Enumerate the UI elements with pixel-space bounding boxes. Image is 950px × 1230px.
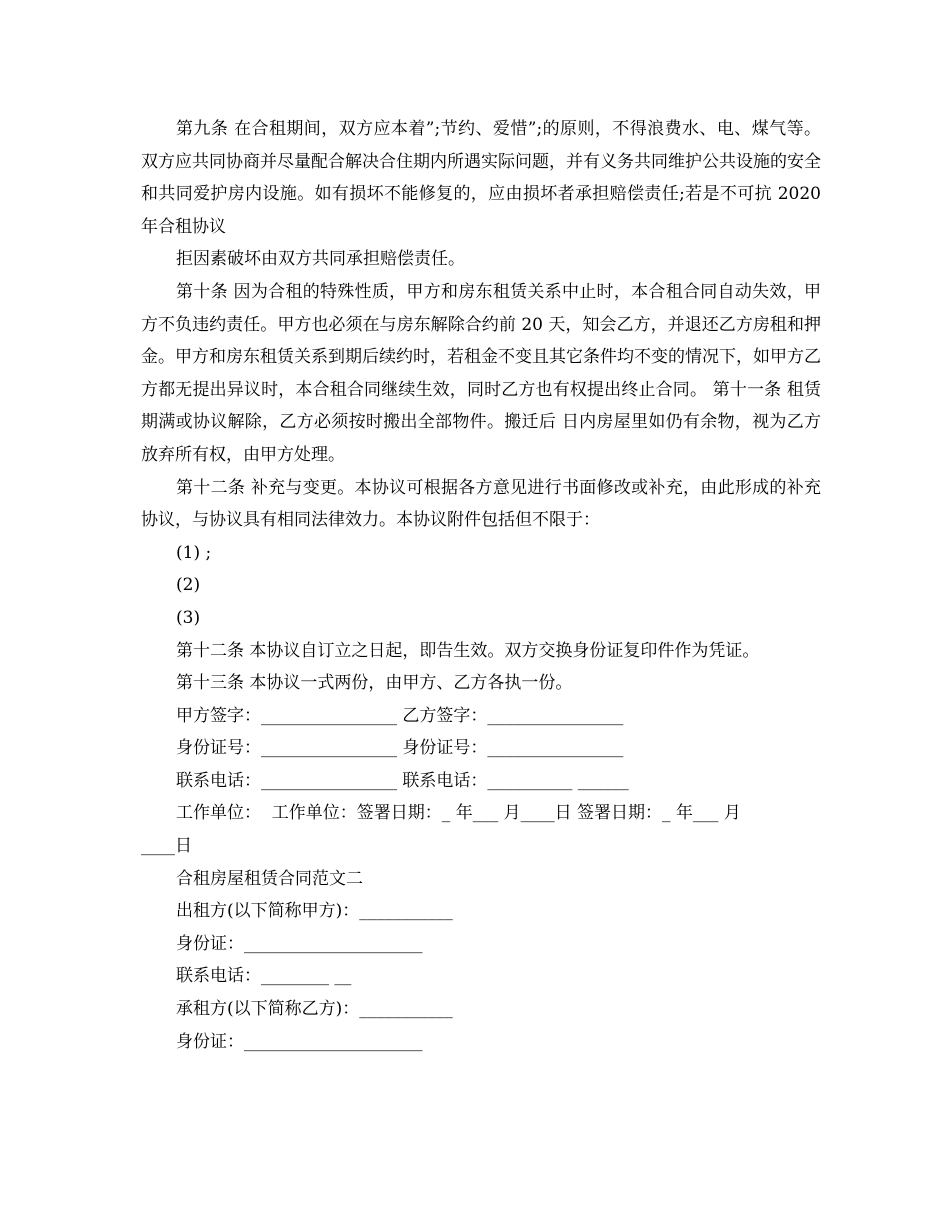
article-9-paragraph: 第九条 在合租期间，双方应本着”;节约、爱惜”;的原则，不得浪费水、电、煤气等。双方应共同协商并尽量配合解决合住期内所遇实际问题，并有义务共同维护公共设施的安全和共同爱护房内设施。如有损坏不能修复的，应由损坏者承担赔偿责任;若是不可抗 2020年合租协议	[141, 119, 821, 237]
document-body	[141, 113, 821, 1058]
signature-block	[141, 700, 821, 863]
second-contract-title: 合租房屋租赁合同范文二	[176, 868, 363, 889]
attachment-list	[141, 537, 821, 635]
lessee-field: 承租方(以下简称乙方)：___________	[176, 999, 453, 1020]
lessor-field: 出租方(以下简称甲方)：___________	[176, 901, 453, 922]
lessee-id-field: 身份证：_____________________	[176, 1031, 423, 1052]
second-contract-section	[141, 863, 821, 1059]
article-9-continuation: 拒因素破坏由双方共同承担赔偿责任。	[176, 249, 465, 270]
work-unit-date-line: 工作单位： 工作单位：签署日期：_ 年___ 月____日 签署日期：_ 年___ 月	[176, 803, 741, 824]
signature-line: 甲方签字：________________ 乙方签字：________________	[176, 705, 624, 726]
attachment-item-1: (1) ;	[176, 542, 212, 563]
attachment-item-3: (3)	[176, 607, 201, 628]
article-13-copies-clause: 第十三条 本协议一式两份，由甲方、乙方各执一份。	[176, 673, 573, 694]
article-12-effective-clause: 第十二条 本协议自订立之日起，即告生效。双方交换身份证复印件作为凭证。	[176, 640, 760, 661]
phone-line: 联系电话：________________ 联系电话：__________ ______	[176, 770, 629, 791]
id-number-line: 身份证号：________________ 身份证号：________________	[176, 738, 624, 759]
article-10-11-paragraph: 第十条 因为合租的特殊性质，甲方和房东租赁关系中止时，本合租合同自动失效，甲方不负违约责任。甲方也必须在与房东解除合约前 20 天，知会乙方，并退还乙方房租和押金。甲方和房东租赁关系到期后续约时，若租金不变且其它条件均不变的情况下，如甲方乙方都无提出异议时，本合租合同继续生效，同时乙方也有权提出终止合同。 第十一条 租赁期满或协议解除，乙方必须按时搬出全部物件。搬迁后 日内房屋里如仍有余物，视为乙方放弃所有权，由甲方处理。	[141, 281, 821, 465]
lessor-id-field: 身份证：_____________________	[176, 933, 423, 954]
article-12-supplement-paragraph: 第十二条 补充与变更。本协议可根据各方意见进行书面修改或补充，由此形成的补充协议，与协议具有相同法律效力。本协议附件包括但不限于：	[141, 477, 821, 531]
attachment-item-2: (2)	[176, 575, 201, 596]
lessor-phone-field: 联系电话：________ __	[176, 966, 352, 987]
date-day-continuation: ____日	[141, 836, 192, 857]
